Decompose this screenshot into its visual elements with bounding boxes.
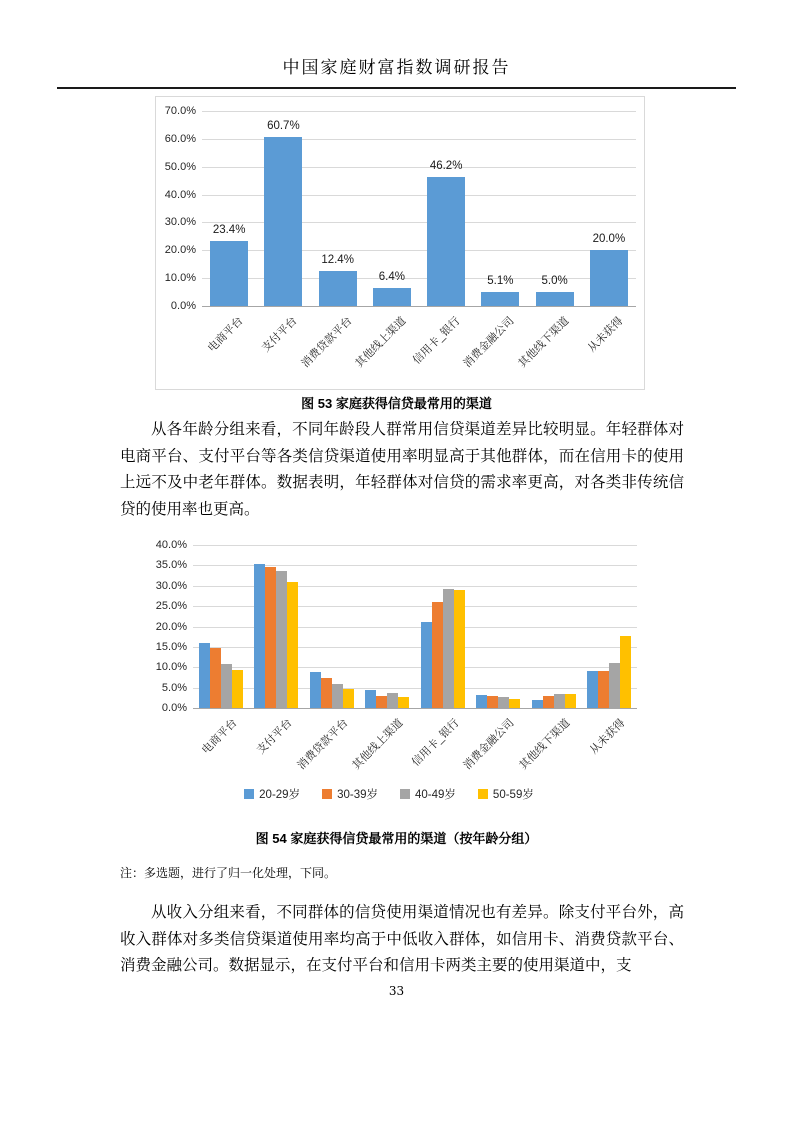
figure53-chart: [155, 96, 645, 390]
bar-30-39岁-其他线上渠道: [376, 696, 387, 708]
bar-消费金融公司: [481, 292, 519, 306]
x-axis-line: [193, 708, 637, 709]
bar-电商平台: [210, 241, 248, 306]
bar-40-49岁-其他线上渠道: [387, 693, 398, 708]
bar-20-29岁-其他线下渠道: [532, 700, 543, 708]
bar-value-label: 20.0%: [592, 233, 626, 246]
bar-40-49岁-信用卡_银行: [443, 589, 454, 708]
legend-swatch: [478, 789, 488, 799]
y-axis-tick-label: 15.0%: [155, 640, 187, 653]
y-axis-tick-label: 60.0%: [164, 132, 196, 145]
bar-value-label: 6.4%: [378, 271, 405, 284]
x-axis-category-label: 消费金融公司: [461, 315, 517, 371]
x-axis-category-label: 电商平台: [206, 315, 246, 355]
bar-30-39岁-从未获得: [598, 671, 609, 708]
figure54-caption: 图 54 家庭获得信贷最常用的渠道（按年龄分组）: [255, 831, 538, 846]
y-axis-tick-label: 30.0%: [155, 579, 187, 592]
bar-20-29岁-支付平台: [254, 564, 265, 708]
footnote: 注：多选题，进行了归一化处理，下同。: [120, 866, 337, 880]
legend-label: 30-39岁: [337, 789, 378, 801]
y-axis-tick-label: 25.0%: [155, 600, 187, 613]
y-axis-tick-label: 40.0%: [155, 539, 187, 551]
bar-20-29岁-其他线上渠道: [365, 690, 376, 708]
bar-value-label: 12.4%: [321, 254, 354, 267]
y-axis-tick-label: 40.0%: [164, 188, 196, 201]
bar-其他线下渠道: [536, 292, 574, 306]
paragraph-income-analysis: 从收入分组来看，不同群体的信贷使用渠道情况也有差异。除支付平台外，高收入群体对多类信贷渠道使用率均高于中低收入群体，如信用卡、消费贷款平台、消费金融公司。数据显示，在支付平台和信用卡两类主要的使用渠道中，支: [120, 903, 684, 975]
y-axis-tick-label: 30.0%: [164, 216, 196, 229]
header-divider: [57, 87, 736, 89]
x-axis-category-label: 其他线下渠道: [517, 717, 573, 773]
y-axis-tick-label: 50.0%: [164, 160, 196, 173]
bar-40-49岁-消费金融公司: [498, 697, 509, 708]
bar-20-29岁-从未获得: [587, 671, 598, 708]
bar-50-59岁-电商平台: [232, 670, 243, 708]
x-axis-category-label: 消费贷款平台: [295, 717, 351, 773]
y-axis-tick-label: 70.0%: [164, 105, 196, 117]
bar-30-39岁-其他线下渠道: [543, 696, 554, 708]
y-axis-tick-label: 5.0%: [161, 681, 187, 694]
x-axis-category-label: 电商平台: [199, 717, 240, 757]
bar-消费贷款平台: [319, 271, 357, 306]
bar-20-29岁-电商平台: [199, 643, 210, 708]
x-axis-line: [202, 306, 636, 307]
legend-item-30-39岁: [322, 786, 378, 802]
figure54-chart: [125, 536, 653, 808]
y-axis-tick-label: 10.0%: [164, 272, 196, 285]
y-axis-tick-label: 20.0%: [155, 620, 187, 633]
bar-50-59岁-从未获得: [620, 636, 631, 708]
x-axis-category-label: 信用卡_银行: [409, 717, 462, 769]
y-axis-tick-label: 35.0%: [155, 559, 187, 572]
legend-item-40-49岁: [400, 786, 456, 802]
bar-50-59岁-其他线下渠道: [565, 694, 576, 708]
x-axis-category-label: 从未获得: [585, 315, 626, 355]
bar-30-39岁-支付平台: [265, 567, 276, 708]
gridline: [202, 111, 636, 112]
page-title: 中国家庭财富指数调研报告: [282, 58, 511, 78]
bar-50-59岁-消费金融公司: [509, 699, 520, 708]
x-axis-category-label: 支付平台: [260, 315, 300, 355]
legend-swatch: [322, 789, 332, 799]
bar-信用卡_银行: [427, 177, 465, 306]
bar-20-29岁-消费贷款平台: [310, 672, 321, 708]
y-axis-tick-label: 10.0%: [155, 661, 187, 674]
bar-从未获得: [590, 250, 628, 306]
bar-其他线上渠道: [373, 288, 411, 306]
bar-支付平台: [264, 137, 302, 306]
legend-label: 20-29岁: [259, 789, 301, 801]
paragraph-age-analysis: 从各年龄分组来看，不同年龄段人群常用信贷渠道差异比较明显。年轻群体对电商平台、支付平台等各类信贷渠道使用率明显高于其他群体，而在信用卡的使用上远不及中老年群体。数据表明，年轻群体对信贷的需求率更高，对各类非传统信贷的使用率也更高。: [120, 420, 684, 519]
y-axis-tick-label: 0.0%: [161, 702, 187, 714]
legend-swatch: [400, 789, 410, 799]
figure53-caption: 图 53 家庭获得信贷最常用的渠道: [301, 396, 492, 411]
bar-50-59岁-支付平台: [287, 582, 298, 708]
bar-20-29岁-信用卡_银行: [421, 622, 432, 708]
x-axis-category-label: 消费金融公司: [461, 717, 517, 773]
x-axis-category-label: 从未获得: [588, 717, 628, 757]
x-axis-category-label: 其他线上渠道: [353, 315, 409, 371]
bar-value-label: 5.0%: [541, 275, 568, 288]
bar-30-39岁-消费贷款平台: [321, 678, 332, 708]
bar-value-label: 23.4%: [212, 223, 246, 236]
bar-20-29岁-消费金融公司: [476, 695, 487, 708]
bar-30-39岁-信用卡_银行: [432, 602, 443, 708]
legend-label: 50-59岁: [492, 789, 534, 801]
y-axis-tick-label: 0.0%: [170, 300, 196, 312]
gridline: [193, 545, 637, 546]
x-axis-category-label: 其他线上渠道: [350, 717, 406, 773]
bar-40-49岁-电商平台: [221, 664, 232, 708]
chart-legend: [125, 786, 653, 802]
legend-swatch: [244, 789, 254, 799]
legend-label: 40-49岁: [415, 789, 456, 801]
page-number: 33: [388, 984, 405, 998]
bar-30-39岁-电商平台: [210, 648, 221, 708]
x-axis-category-label: 消费贷款平台: [298, 315, 355, 371]
legend-item-50-59岁: [478, 786, 534, 802]
bar-50-59岁-其他线上渠道: [398, 697, 409, 708]
bar-40-49岁-支付平台: [276, 571, 287, 708]
bar-value-label: 60.7%: [267, 119, 300, 132]
bar-50-59岁-信用卡_银行: [454, 590, 465, 708]
bar-30-39岁-消费金融公司: [487, 696, 498, 708]
y-axis-tick-label: 20.0%: [164, 244, 196, 257]
x-axis-category-label: 其他线下渠道: [515, 315, 572, 371]
x-axis-category-label: 信用卡_银行: [410, 315, 463, 367]
bar-40-49岁-消费贷款平台: [332, 684, 343, 708]
x-axis-category-label: 支付平台: [255, 717, 295, 757]
bar-40-49岁-从未获得: [609, 663, 620, 708]
legend-item-20-29岁: [244, 786, 300, 802]
bar-value-label: 5.1%: [487, 274, 514, 287]
bar-50-59岁-消费贷款平台: [343, 689, 354, 708]
bar-value-label: 46.2%: [429, 160, 463, 173]
bar-40-49岁-其他线下渠道: [554, 694, 565, 708]
